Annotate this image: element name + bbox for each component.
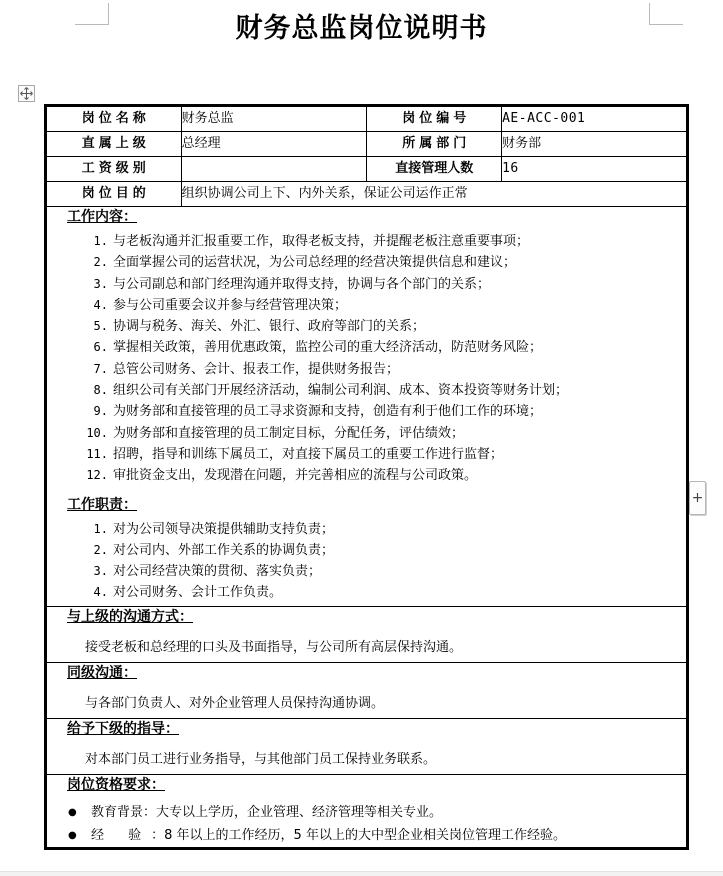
table-row-superior-communication bbox=[47, 606, 687, 662]
section-qualifications bbox=[47, 774, 687, 847]
qualification-value-experience: ：8 年以上的工作经历，5 年以上的大中型企业相关岗位管理工作经验。 bbox=[151, 827, 566, 843]
job-description-table bbox=[44, 104, 689, 850]
list-item: 为财务部和直接管理的员工寻求资源和支持，创造有利于他们工作的环境； bbox=[113, 404, 543, 420]
field-value-direct-superior[interactable]: 总经理 bbox=[181, 132, 367, 157]
list-item: 对公司财务、会计工作负责。 bbox=[113, 585, 283, 601]
field-label-job-purpose: 岗位目的 bbox=[47, 182, 182, 207]
work-duty-list bbox=[47, 519, 686, 604]
field-label-job-code: 岗位编号 bbox=[367, 107, 502, 132]
qualification-value-education: ：大专以上学历，企业管理、经济管理等相关专业。 bbox=[143, 804, 443, 820]
field-value-department[interactable]: 财务部 bbox=[502, 132, 687, 157]
section-text-subordinate-guidance: 对本部门员工进行业务指导，与其他部门员工保持业务联系。 bbox=[85, 751, 437, 767]
field-value-job-purpose[interactable]: 组织协调公司上下、内外关系，保证公司运作正常 bbox=[181, 182, 686, 207]
table-row bbox=[47, 182, 687, 207]
field-label-direct-reports: 直接管理人数 bbox=[367, 157, 502, 182]
section-work-content-and-duty bbox=[47, 207, 687, 607]
section-text-superior-communication: 接受老板和总经理的口头及书面指导，与公司所有高层保持沟通。 bbox=[85, 639, 463, 655]
list-item: 为财务部和直接管理的员工制定目标，分配任务，评估绩效； bbox=[113, 425, 465, 441]
field-label-department: 所属部门 bbox=[367, 132, 502, 157]
list-item: 掌握相关政策，善用优惠政策，监控公司的重大经济活动，防范财务风险； bbox=[113, 340, 543, 356]
insert-column-button[interactable]: + bbox=[689, 481, 706, 515]
table-row bbox=[47, 157, 687, 182]
list-item: 对公司内、外部工作关系的协调负责； bbox=[113, 542, 335, 558]
list-item: 参与公司重要会议并参与经营管理决策； bbox=[113, 297, 348, 313]
list-item: 组织公司有关部门开展经济活动，编制公司利润、成本、资本投资等财务计划； bbox=[113, 383, 569, 399]
section-text-peer-communication: 与各部门负责人、对外企业管理人员保持沟通协调。 bbox=[85, 695, 385, 711]
table-row-peer-communication bbox=[47, 662, 687, 718]
table-row-qualifications bbox=[47, 774, 687, 847]
section-heading-qualifications: 岗位资格要求： bbox=[67, 776, 165, 793]
field-value-job-title[interactable]: 财务总监 bbox=[181, 107, 367, 132]
qualification-key-experience: 经 验 bbox=[91, 827, 152, 843]
table-row bbox=[47, 132, 687, 157]
field-label-salary-grade: 工资级别 bbox=[47, 157, 182, 182]
work-content-list bbox=[47, 231, 686, 487]
page-bottom-edge bbox=[0, 871, 723, 876]
list-item: 对为公司领导决策提供辅助支持负责； bbox=[113, 521, 335, 537]
table-row-subordinate-guidance bbox=[47, 718, 687, 774]
table-move-handle-icon[interactable] bbox=[18, 85, 35, 102]
qualification-key-education: 教育背景 bbox=[91, 804, 144, 820]
section-heading-peer-communication: 同级沟通： bbox=[67, 664, 137, 681]
list-item: 招聘，指导和训练下属员工，对直接下属员工的重要工作进行监督； bbox=[113, 446, 504, 462]
field-label-direct-superior: 直属上级 bbox=[47, 132, 182, 157]
section-heading-superior-communication: 与上级的沟通方式： bbox=[67, 608, 193, 625]
list-item: 与公司副总和部门经理沟通并取得支持，协调与各个部门的关系； bbox=[113, 276, 491, 292]
qualifications-list bbox=[47, 801, 686, 847]
section-superior-communication bbox=[47, 606, 687, 662]
section-heading-work-duty: 工作职责： bbox=[67, 496, 137, 513]
list-item: 协调与税务、海关、外汇、银行、政府等部门的关系； bbox=[113, 319, 426, 335]
list-item: 审批资金支出，发现潜在问题，并完善相应的流程与公司政策。 bbox=[113, 468, 478, 484]
list-item: 总管公司财务、会计、报表工作，提供财务报告； bbox=[113, 361, 400, 377]
section-peer-communication bbox=[47, 662, 687, 718]
section-heading-subordinate-guidance: 给予下级的指导： bbox=[67, 720, 179, 737]
page-title: 财务总监岗位说明书 bbox=[235, 13, 488, 44]
list-item bbox=[91, 801, 686, 824]
list-item bbox=[91, 824, 686, 847]
table-row-work-sections bbox=[47, 207, 687, 607]
field-value-direct-reports[interactable]: 16 bbox=[502, 157, 687, 182]
section-heading-work-content: 工作内容： bbox=[67, 209, 137, 225]
table-row bbox=[47, 107, 687, 132]
field-label-job-title: 岗位名称 bbox=[47, 107, 182, 132]
list-item: 对公司经营决策的贯彻、落实负责； bbox=[113, 564, 322, 580]
list-item: 与老板沟通并汇报重要工作，取得老板支持，并提醒老板注意重要事项； bbox=[113, 234, 530, 249]
field-value-job-code[interactable]: AE-ACC-001 bbox=[502, 107, 687, 132]
field-value-salary-grade[interactable] bbox=[181, 157, 367, 182]
section-subordinate-guidance bbox=[47, 718, 687, 774]
list-item: 全面掌握公司的运营状况，为公司总经理的经营决策提供信息和建议； bbox=[113, 255, 517, 271]
